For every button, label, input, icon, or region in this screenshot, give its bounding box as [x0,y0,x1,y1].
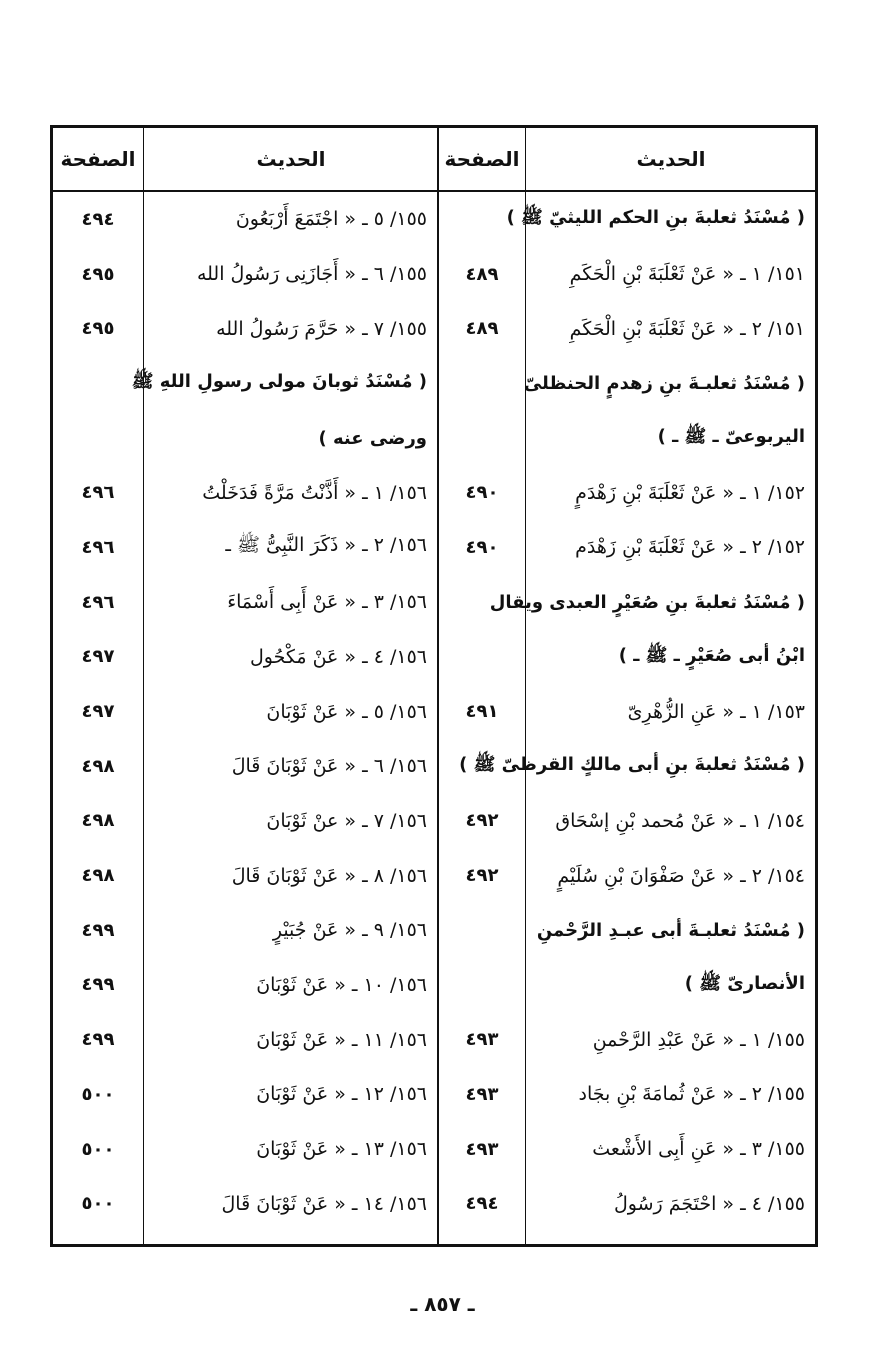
hadith-entry: ١٥٥/ ٣ ـ « عَنِ أَبِى الأَشْعث [592,1138,805,1161]
page-ref: ٤٩٦ [81,536,115,558]
page-ref [439,575,525,630]
page-ref [439,411,525,466]
page-ref: ٤٩٧ [81,646,115,668]
section-heading: ( مُسْنَدُ ثعلبةَ بنِ صُعَيْرٍ العبدى ويقال [489,591,805,613]
divider-left-page [143,128,144,1244]
section-heading: ابْنُ أبى صُعَيْرٍ ـ ﷺ ـ ) [618,644,805,666]
header-left-page: الصفحة [60,147,136,171]
hadith-entry: ١٥٤/ ٢ ـ « عَنْ صَفْوَانَ بْنِ سُلَيْمٍ [557,864,805,887]
section-heading: ورضى عنه ) [318,427,427,449]
page-ref [439,192,525,247]
divider-right-page [525,128,526,1244]
section-heading: ( مُسْنَدُ ثوبانَ مولى رسولِ اللهِ ﷺ [131,371,427,393]
hadith-entry: ١٥٦/ ٩ ـ « عَنْ جُبَيْرٍ [272,919,427,942]
page-ref: ٤٩٣ [465,1083,499,1105]
hadith-entry: ١٥٤/ ١ ـ « عَنْ مُحمد بْنِ إسْحَاق [555,809,805,832]
index-table [50,125,818,1247]
page-ref [439,356,525,411]
hadith-entry: ١٥٦/ ١ ـ « أَذَّنْتُ مَرَّةً فَدَخَلْتُ [202,481,427,504]
hadith-entry: ١٥٦/ ١١ ـ « عَنْ ثَوْبَانَ [256,1028,427,1051]
hadith-entry: ١٥٥/ ٦ ـ « أَجَازَنِى رَسُولُ الله [196,263,427,286]
section-heading: اليربوعىّ ـ ﷺ ـ ) [657,426,805,448]
page-ref: ٤٩٠ [465,482,499,504]
hadith-entry: ١٥٦/ ٤ ـ « عَنْ مَكْحُول [249,645,427,668]
hadith-entry: ١٥٣/ ١ ـ « عَنِ الزُّهْرِىّ [627,700,805,723]
hadith-entry: ١٥٦/ ١٤ ـ « عَنْ ثَوْبَانَ قَالَ [221,1192,427,1215]
hadith-entry: ١٥١/ ١ ـ « عَنْ ثَعْلَبَةَ بْنِ الْحَكَمِ [569,263,805,286]
hadith-entry: ١٥٦/ ٢ ـ « ذَكَرَ النَّبِىُّ ﷺ ـ [225,534,427,557]
page-ref: ٤٩٨ [81,810,115,832]
hadith-entry: ١٥٦/ ٥ ـ « عَنْ ثَوْبَانَ [266,700,427,723]
page-ref: ٤٨٩ [465,263,499,285]
page-ref: ٤٩٩ [81,919,115,941]
hadith-entry: ١٥١/ ٢ ـ « عَنْ ثَعْلَبَةَ بْنِ الْحَكَمِ [569,317,805,340]
hadith-entry: ١٥٦/ ١٣ ـ « عَنْ ثَوْبَانَ [256,1138,427,1161]
page-ref: ٤٩٤ [81,208,115,230]
page-ref: ٤٩٤ [465,1193,499,1215]
page-ref: ٤٩٧ [81,701,115,723]
hadith-entry: ١٥٢/ ١ ـ « عَنْ ثَعْلَبَةَ بْنِ زَهْدَمٍ [575,481,805,504]
hadith-entry: ١٥٦/ ٧ ـ « عنْ ثَوْبَانَ [266,809,427,832]
hadith-entry: ١٥٦/ ١٠ ـ « عَنْ ثَوْبَانَ [256,973,427,996]
page-ref [53,411,143,466]
page-number: ـ ٨٥٧ ـ [410,1292,475,1316]
hadith-entry: ١٥٢/ ٢ ـ « عَنْ ثَعْلَبَةَ بْنِ زَهْدَم [575,536,805,559]
section-heading: ( مُسْنَدُ ثعلبةَ بنِ أبى مالكٍ القرظىّ ﷺ ) [459,754,805,776]
right-page-column [439,192,525,1231]
hadith-entry: ١٥٥/ ٧ ـ « حَرَّمَ رَسُولُ الله [216,317,427,340]
page-ref: ٤٩٨ [81,755,115,777]
page-ref: ٤٨٩ [465,318,499,340]
page-ref: ٤٩١ [465,701,499,723]
section-heading: ( مُسْنَدُ ثعلبةَ بنِ الحكم الليثيّ ﷺ ) [506,207,805,229]
section-heading: الأنصارىّ ﷺ ) [684,972,805,994]
page-ref: ٥٠٠ [81,1083,115,1105]
page-ref: ٥٠٠ [81,1193,115,1215]
page-ref: ٤٩٥ [81,318,115,340]
page-ref [53,356,143,411]
page-ref [439,630,525,685]
page-ref [439,739,525,794]
page-ref: ٤٩٥ [81,263,115,285]
page-ref: ٤٩٢ [465,865,499,887]
page-ref: ٤٩٩ [81,974,115,996]
left-hadith-column [131,192,437,1231]
hadith-entry: ١٥٦/ ٣ ـ « عَنْ أَبِى أَسْمَاءَ [227,591,427,614]
page-ref: ٤٩٩ [81,1029,115,1051]
hadith-entry: ١٥٦/ ٦ ـ « عَنْ ثَوْبَانَ قَالَ [231,755,427,778]
page-ref: ٤٩٦ [81,482,115,504]
page-ref: ٤٩٠ [465,536,499,558]
header-left-hadith: الحديث [256,147,326,171]
page-ref: ٥٠٠ [81,1138,115,1160]
page-ref [439,903,525,958]
hadith-entry: ١٥٥/ ١ ـ « عَنْ عَبْدِ الرَّحْمنِ [592,1028,805,1051]
page-ref: ٤٩٨ [81,865,115,887]
section-heading: ( مُسْنَدُ ثعلبـةَ بنِ زهدمٍ الحنظلىّ [523,372,805,394]
header-right-page: الصفحة [444,147,520,171]
page-ref: ٤٩٣ [465,1138,499,1160]
hadith-entry: ١٥٥/ ٥ ـ « اجْتَمَعَ أَرْبَعُونَ [235,208,427,231]
page-ref [439,958,525,1013]
page-ref: ٤٩٦ [81,591,115,613]
hadith-entry: ١٥٦/ ١٢ ـ « عَنْ ثَوْبَانَ [256,1083,427,1106]
page-ref: ٤٩٢ [465,810,499,832]
page-ref: ٤٩٣ [465,1029,499,1051]
hadith-entry: ١٥٥/ ٢ ـ « عَنْ ثُمامَةَ بْنِ بجَاد [578,1083,805,1106]
hadith-entry: ١٥٦/ ٨ ـ « عَنْ ثَوْبَانَ قَالَ [231,864,427,887]
section-heading: ( مُسْنَدُ ثعلبـةَ أبى عبـدِ الرَّحْمنِ [536,919,805,941]
header-right-hadith: الحديث [636,147,706,171]
hadith-entry: ١٥٥/ ٤ ـ « احْتَجَمَ رَسُولُ [613,1192,805,1215]
left-page-column [53,192,143,1231]
